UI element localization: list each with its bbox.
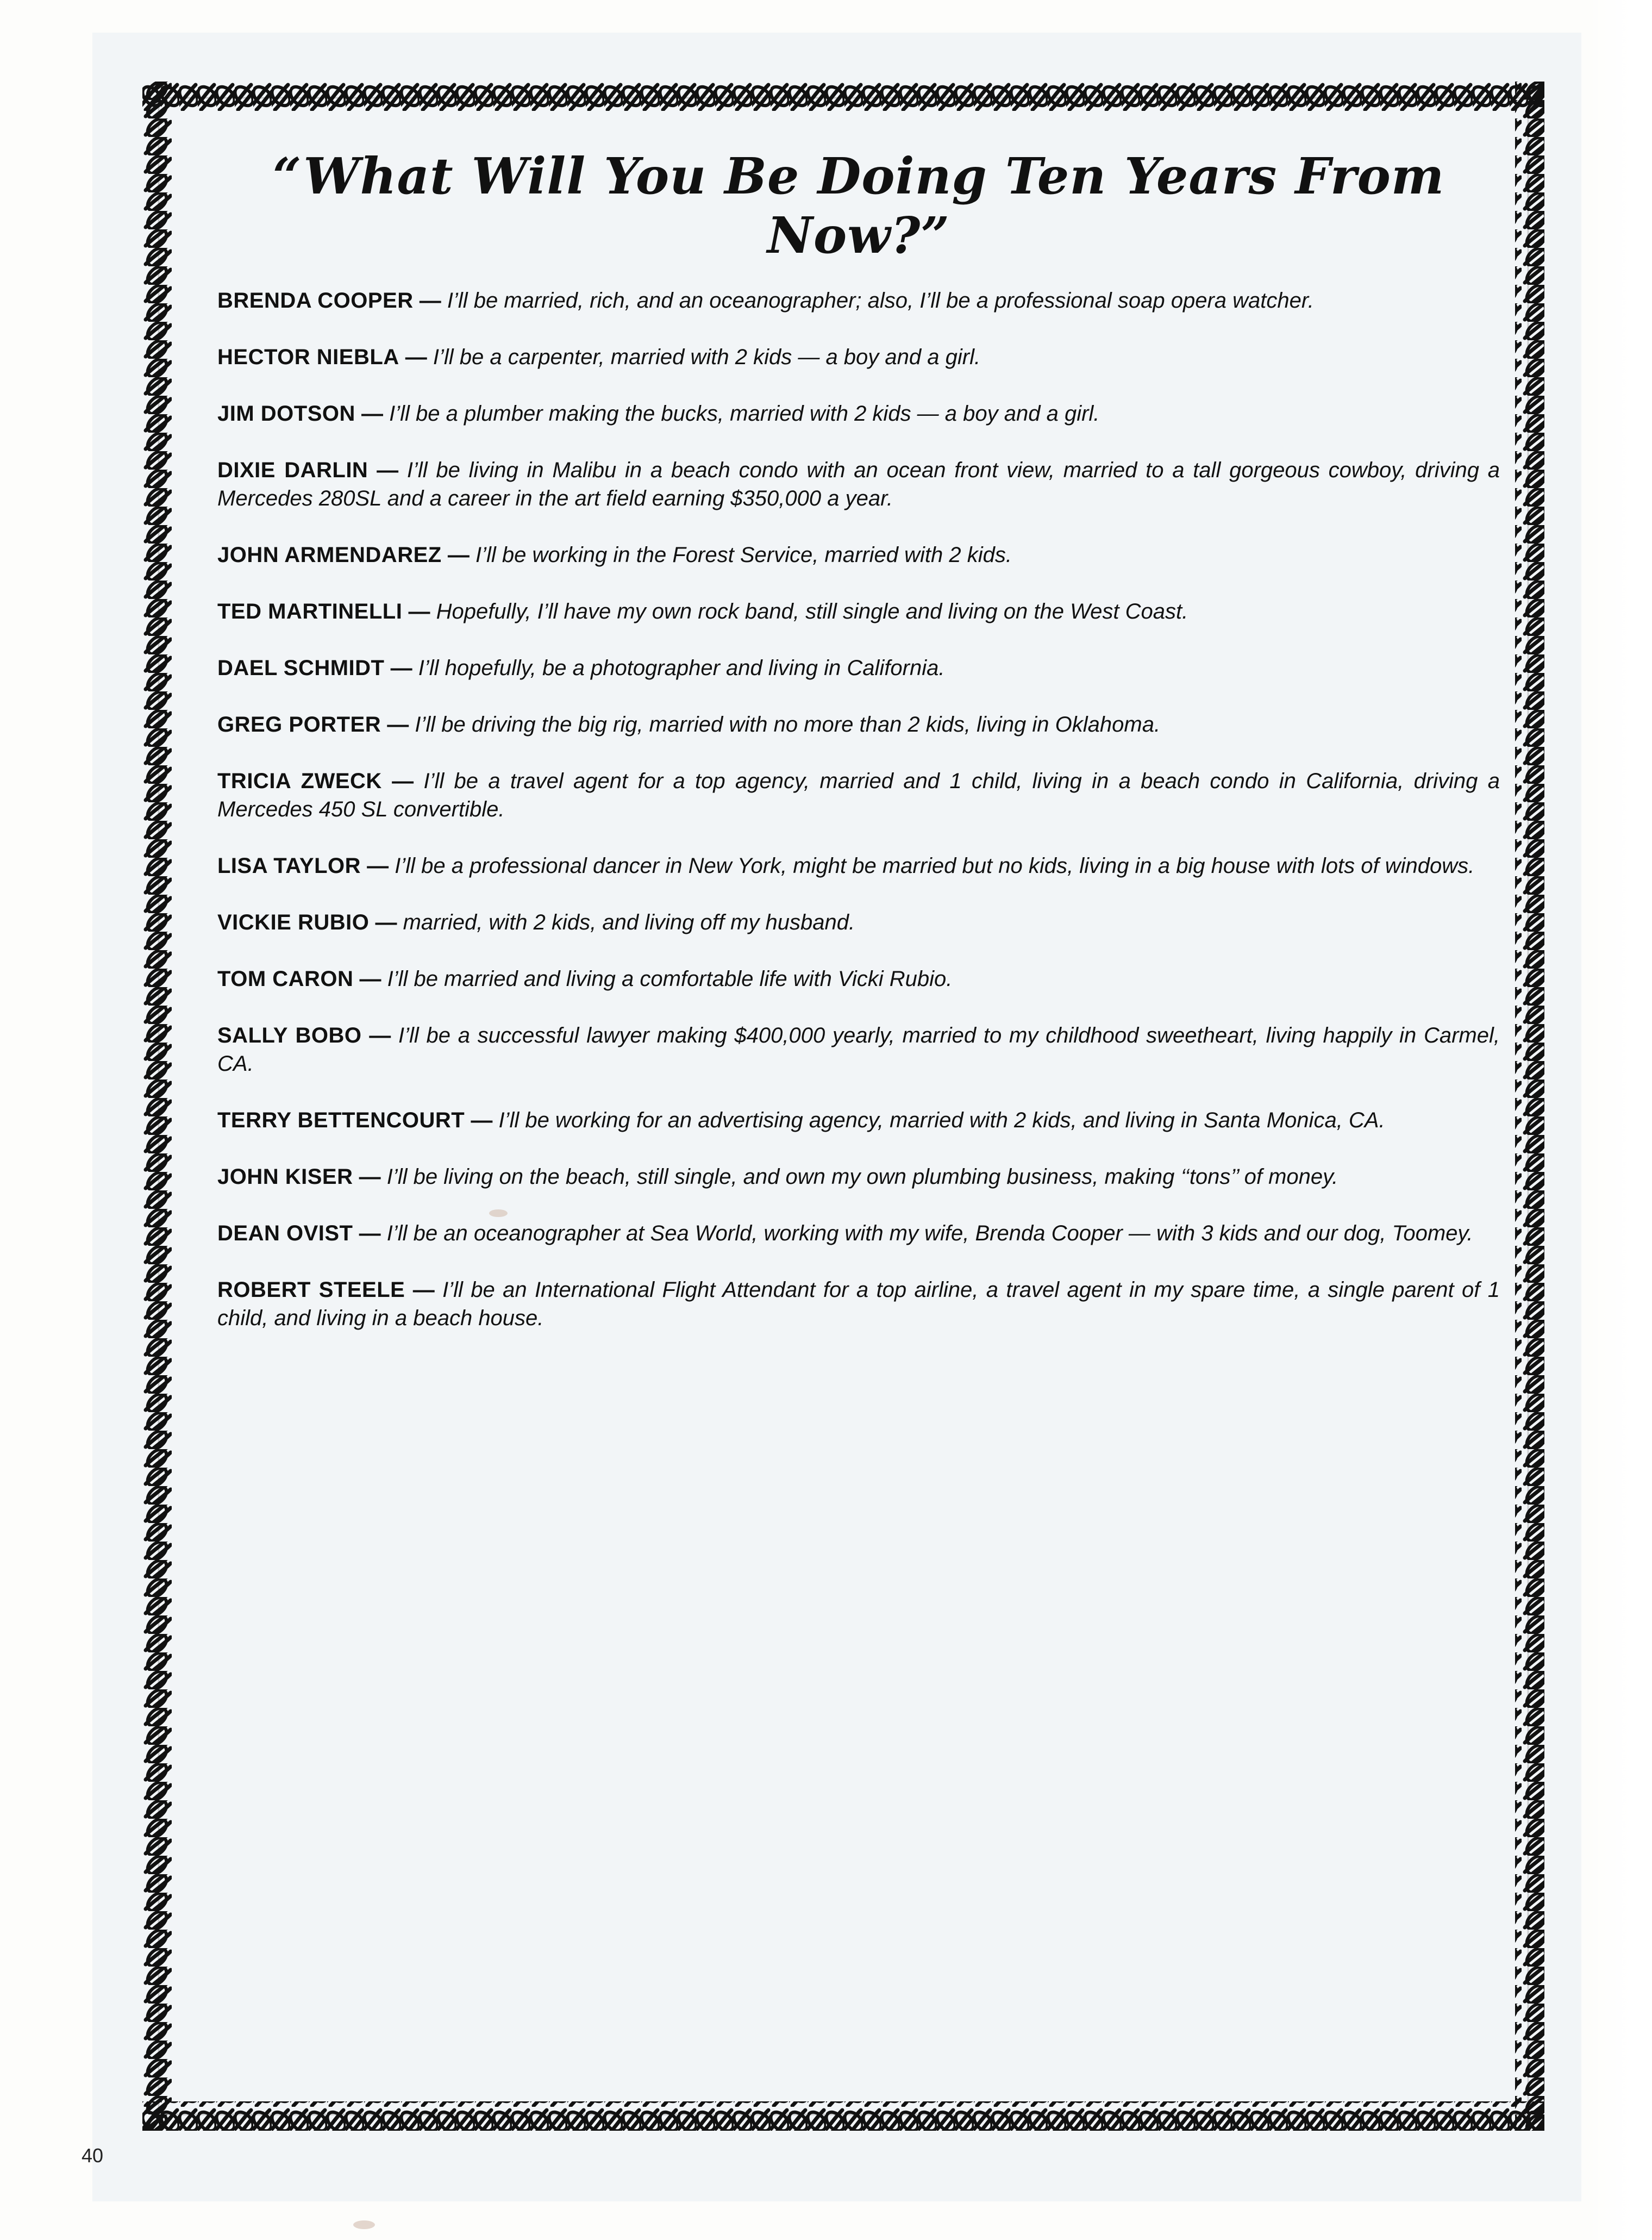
- student-quote: I’ll be driving the big rig, married with no more than 2 kids, living in Oklahoma.: [415, 713, 1161, 737]
- entry-dash: —: [377, 458, 399, 483]
- student-quote: I’ll be a carpenter, married with 2 kids — a boy and a girl.: [433, 345, 981, 370]
- quote-entry: [217, 1163, 1500, 1191]
- student-name: TED MARTINELLI: [217, 600, 403, 624]
- student-name: TERRY BETTENCOURT: [217, 1108, 465, 1133]
- article-content: [217, 147, 1500, 1361]
- entry-dash: —: [412, 1278, 435, 1302]
- student-quote: I’ll be married and living a comfortable life with Vicki Rubio.: [387, 967, 953, 991]
- entry-dash: —: [447, 543, 470, 567]
- student-quote: I’ll be a travel agent for a top agency, married and 1 child, living in a beach condo in California, driving a Mercedes 450 SL convertible.: [217, 769, 1500, 822]
- student-quote: I’ll be a successful lawyer making $400,000 yearly, married to my childhood sweetheart, living happily in Carmel, CA.: [217, 1024, 1500, 1076]
- entry-dash: —: [471, 1108, 493, 1133]
- student-name: JOHN KISER: [217, 1165, 353, 1189]
- student-name: VICKIE RUBIO: [217, 910, 370, 935]
- student-name: DIXIE DARLIN: [217, 458, 368, 483]
- quote-entry: [217, 1219, 1500, 1247]
- quote-entry: [217, 1276, 1500, 1332]
- scan-speck: [353, 2220, 375, 2229]
- student-name: ROBERT STEELE: [217, 1278, 405, 1302]
- quote-entry: [217, 852, 1500, 880]
- student-quote: I’ll be working for an advertising agency, married with 2 kids, and living in Santa Monica, CA.: [498, 1108, 1385, 1133]
- quote-entry: [217, 343, 1500, 371]
- student-name: LISA TAYLOR: [217, 854, 361, 878]
- page-edge-shadow: [1587, 0, 1652, 2240]
- entry-dash: —: [375, 910, 397, 935]
- student-quote: I’ll be a plumber making the bucks, married with 2 kids — a boy and a girl.: [389, 402, 1100, 426]
- quote-entry: [217, 654, 1500, 682]
- entry-dash: —: [419, 289, 441, 313]
- page-title: “What Will You Be Doing Ten Years From Now?”: [272, 147, 1445, 265]
- entry-dash: —: [359, 1221, 381, 1246]
- entry-dash: —: [367, 854, 389, 878]
- quote-entry: [217, 1021, 1500, 1078]
- entry-dash: —: [359, 967, 381, 991]
- student-name: HECTOR NIEBLA: [217, 345, 399, 370]
- quote-entry: [217, 400, 1500, 428]
- student-name: DEAN OVIST: [217, 1221, 353, 1246]
- student-name: JOHN ARMENDAREZ: [217, 543, 442, 567]
- quote-entry: [217, 710, 1500, 739]
- entry-dash: —: [405, 345, 427, 370]
- student-quote: married, with 2 kids, and living off my husband.: [403, 910, 855, 935]
- quote-entry: [217, 1106, 1500, 1134]
- student-quote: I’ll be married, rich, and an oceanographer; also, I’ll be a professional soap opera watcher.: [447, 289, 1314, 313]
- student-name: JIM DOTSON: [217, 402, 355, 426]
- entry-dash: —: [369, 1024, 391, 1048]
- student-name: TOM CARON: [217, 967, 354, 991]
- quote-entry: [217, 597, 1500, 626]
- student-name: TRICIA ZWECK: [217, 769, 382, 794]
- quote-entry: [217, 767, 1500, 823]
- quote-entry: [217, 908, 1500, 937]
- quote-entry: [217, 965, 1500, 993]
- quote-entry: [217, 286, 1500, 315]
- entry-dash: —: [359, 1165, 381, 1189]
- student-quote: I’ll be a professional dancer in New York, might be married but no kids, living in a big house with lots of windows.: [395, 854, 1475, 878]
- quote-entry: [217, 541, 1500, 569]
- entry-dash: —: [361, 402, 384, 426]
- entry-dash: —: [387, 713, 409, 737]
- quote-entry: [217, 456, 1500, 513]
- student-name: DAEL SCHMIDT: [217, 656, 385, 681]
- student-quote: I’ll be living in Malibu in a beach condo with an ocean front view, married to a tall gorgeous cowboy, driving a Mercedes 280SL and a career in the art field earning $350,000 a year.: [217, 458, 1500, 511]
- student-name: BRENDA COOPER: [217, 289, 414, 313]
- student-quote: I’ll be an International Flight Attendant for a top airline, a travel agent in my spare time, a single parent of 1 child, and living in a beach house.: [217, 1278, 1500, 1331]
- page-number: 40: [82, 2144, 104, 2167]
- student-name: GREG PORTER: [217, 713, 381, 737]
- student-quote: Hopefully, I’ll have my own rock band, still single and living on the West Coast.: [436, 600, 1188, 624]
- student-name: SALLY BOBO: [217, 1024, 362, 1048]
- student-quote: I’ll hopefully, be a photographer and living in California.: [418, 656, 945, 681]
- student-quote: I’ll be an oceanographer at Sea World, working with my wife, Brenda Cooper — with 3 kids and our dog, Toomey.: [386, 1221, 1473, 1246]
- student-quote: I’ll be living on the beach, still single, and own my own plumbing business, making ‘‘tons’’ of money.: [386, 1165, 1338, 1189]
- entry-dash: —: [408, 600, 430, 624]
- entry-dash: —: [390, 656, 412, 681]
- entry-dash: —: [392, 769, 414, 794]
- student-quote: I’ll be working in the Forest Service, married with 2 kids.: [475, 543, 1012, 567]
